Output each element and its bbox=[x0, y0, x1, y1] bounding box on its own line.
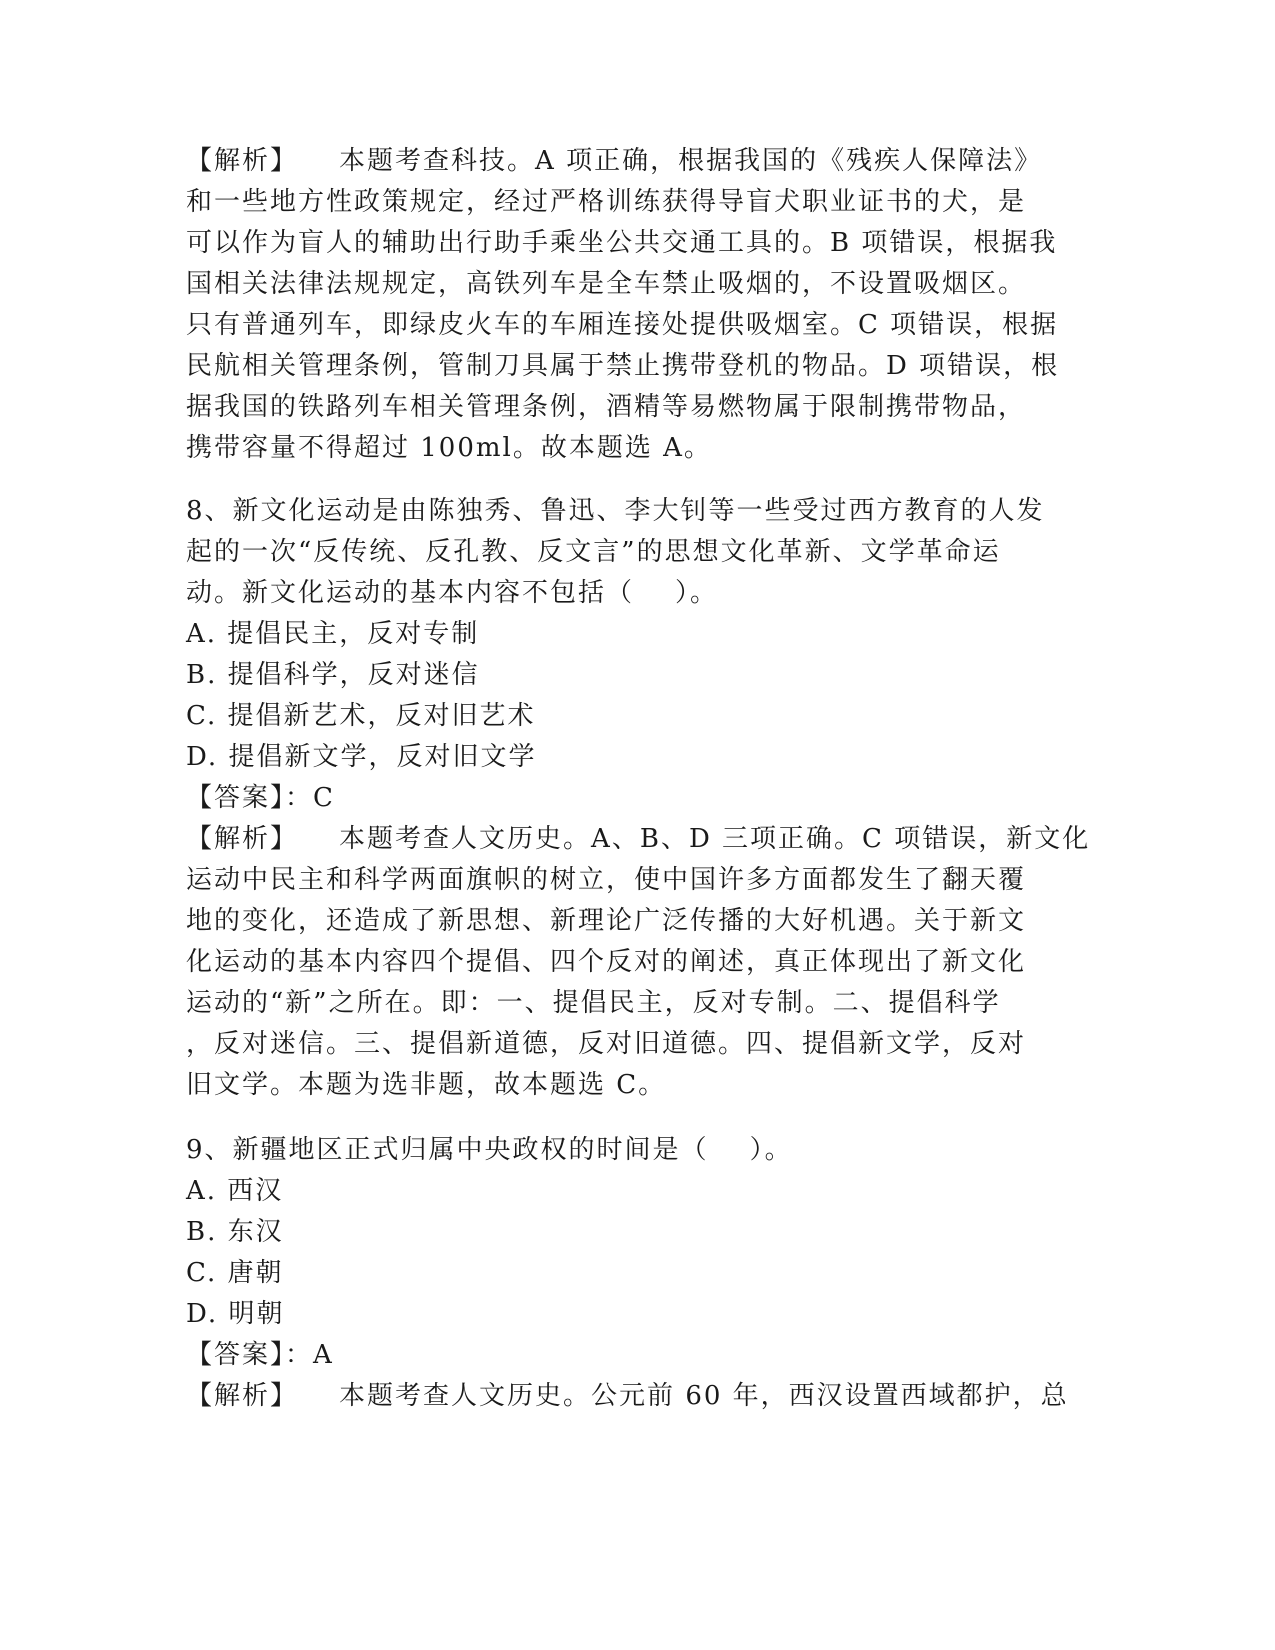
answer-line: 【答案】：A bbox=[186, 1340, 334, 1370]
explanation-line: 化运动的基本内容四个提倡、四个反对的阐述，真正体现出了新文化 bbox=[186, 947, 1027, 977]
explanation-line: 运动中民主和科学两面旗帜的树立，使中国许多方面都发生了翻天覆 bbox=[186, 865, 1027, 895]
text-line: 携带容量不得超过 100ml。故本题选 A。 bbox=[186, 433, 712, 463]
text-line: 【解析】 本题考查科技。A 项正确，根据我国的《残疾人保障法》 bbox=[186, 146, 1043, 176]
text-line: 和一些地方性政策规定，经过严格训练获得导盲犬职业证书的犬，是 bbox=[186, 187, 1027, 217]
option-c: C. 提倡新艺术，反对旧艺术 bbox=[186, 701, 536, 731]
answer-line: 【答案】：C bbox=[186, 783, 335, 813]
text-line: 据我国的铁路列车相关管理条例，酒精等易燃物属于限制携带物品， bbox=[186, 392, 1027, 422]
text-line: 可以作为盲人的辅助出行助手乘坐公共交通工具的。B 项错误，根据我 bbox=[186, 228, 1058, 258]
option-d: D. 明朝 bbox=[186, 1299, 285, 1329]
option-c: C. 唐朝 bbox=[186, 1258, 284, 1288]
option-b: B. 东汉 bbox=[186, 1217, 284, 1247]
option-a: A. 提倡民主，反对专制 bbox=[186, 619, 480, 649]
explanation-line: 【解析】 本题考查人文历史。公元前 60 年，西汉设置西域都护，总 bbox=[186, 1381, 1069, 1411]
question-stem: 动。新文化运动的基本内容不包括（ ）。 bbox=[186, 578, 719, 608]
explanation-line: ，反对迷信。三、提倡新道德，反对旧道德。四、提倡新文学，反对 bbox=[186, 1029, 1027, 1059]
question-stem: 9、新疆地区正式归属中央政权的时间是（ ）。 bbox=[186, 1135, 793, 1165]
question-stem: 8、新文化运动是由陈独秀、鲁迅、李大钊等一些受过西方教育的人发 bbox=[186, 496, 1045, 526]
question-stem: 起的一次“反传统、反孔教、反文言”的思想文化革新、文学革命运 bbox=[186, 537, 1001, 567]
option-b: B. 提倡科学，反对迷信 bbox=[186, 660, 480, 690]
explanation-line: 运动的“新”之所在。即：一、提倡民主，反对专制。二、提倡科学 bbox=[186, 988, 1001, 1018]
explanation-line: 旧文学。本题为选非题，故本题选 C。 bbox=[186, 1070, 667, 1100]
text-line: 国相关法律法规规定，高铁列车是全车禁止吸烟的，不设置吸烟区。 bbox=[186, 269, 1027, 299]
explanation-line: 【解析】 本题考查人文历史。A、B、D 三项正确。C 项错误，新文化 bbox=[186, 824, 1091, 854]
text-line: 只有普通列车，即绿皮火车的车厢连接处提供吸烟室。C 项错误，根据 bbox=[186, 310, 1059, 340]
explanation-line: 地的变化，还造成了新思想、新理论广泛传播的大好机遇。关于新文 bbox=[186, 906, 1027, 936]
option-d: D. 提倡新文学，反对旧文学 bbox=[186, 742, 537, 772]
text-line: 民航相关管理条例，管制刀具属于禁止携带登机的物品。D 项错误，根 bbox=[186, 351, 1060, 381]
option-a: A. 西汉 bbox=[186, 1176, 284, 1206]
